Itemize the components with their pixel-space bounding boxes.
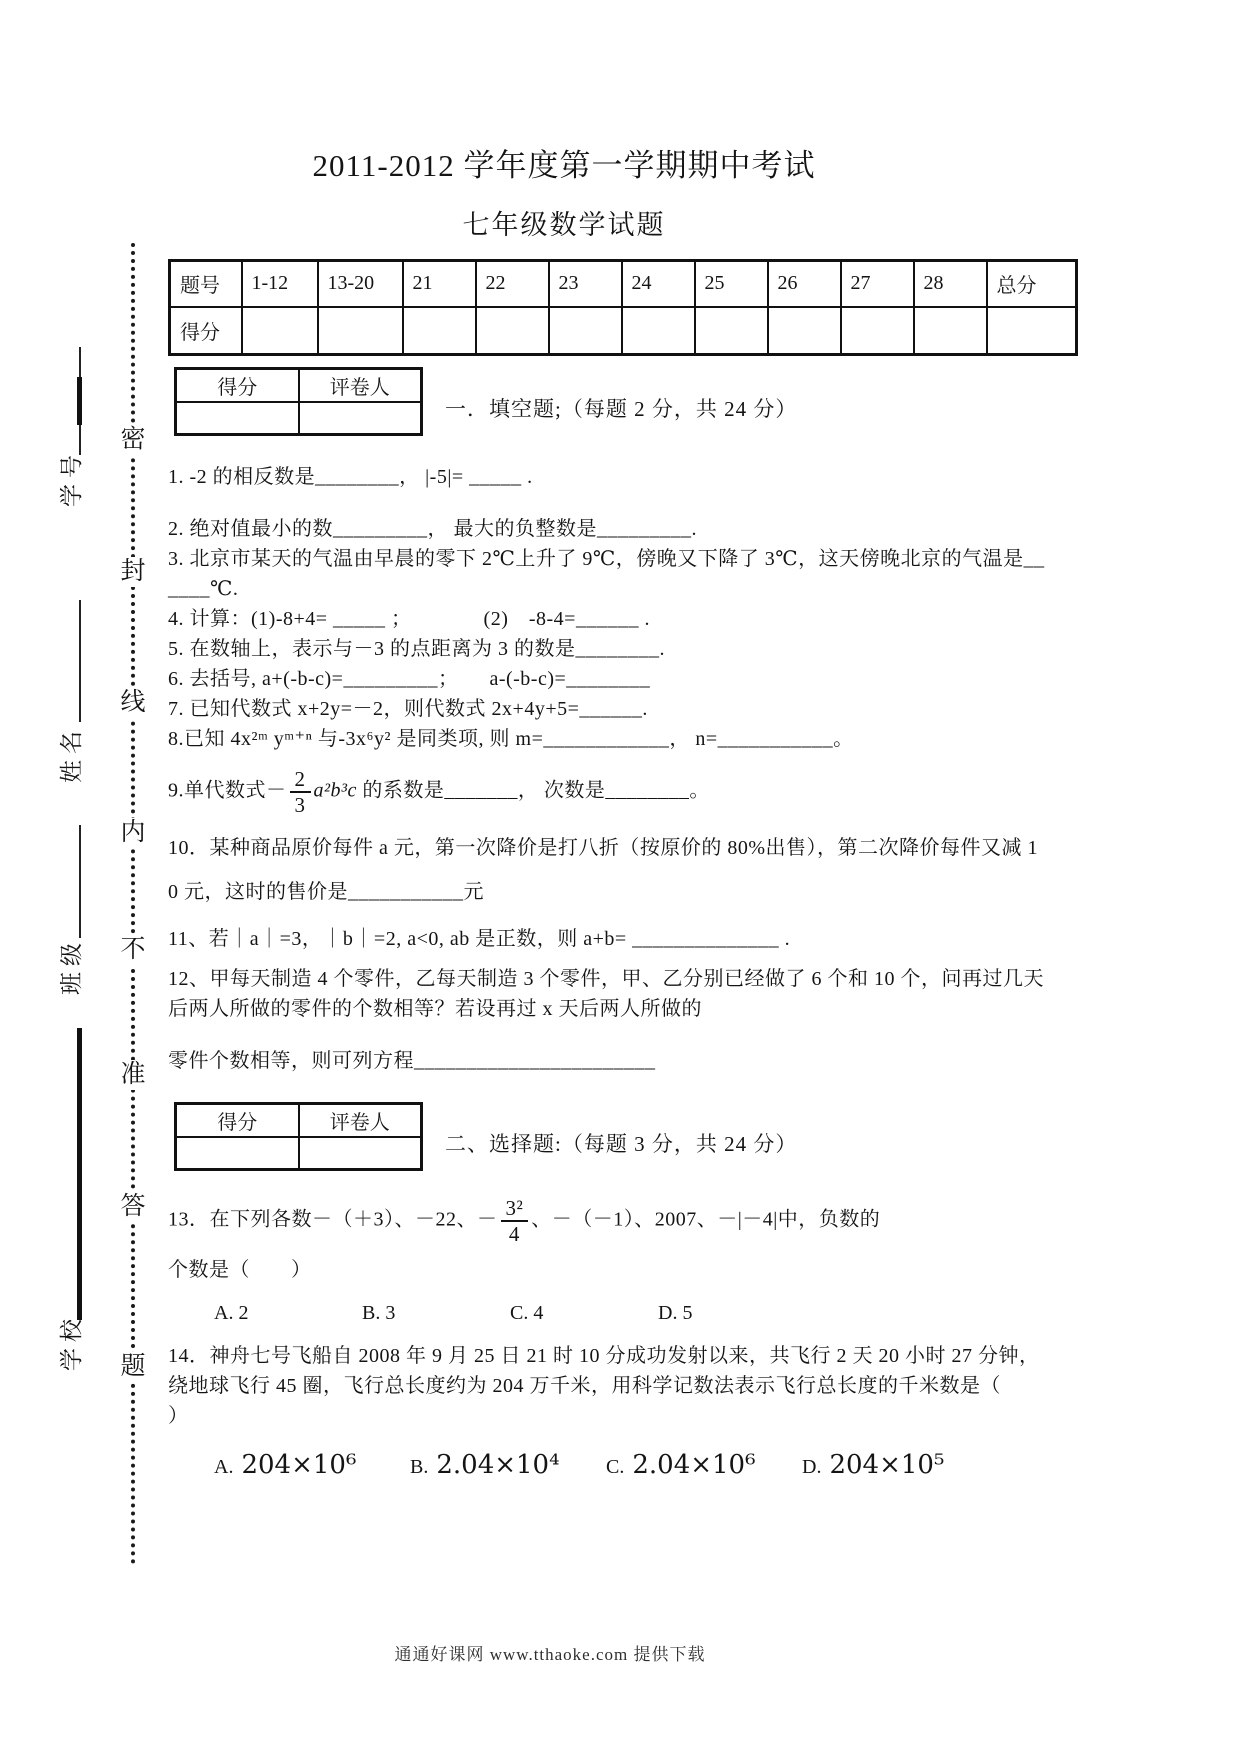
grader-box-grader-label: 评卷人 [299, 1104, 422, 1137]
seal-char: 封 [118, 557, 148, 587]
section1-header [168, 367, 1080, 436]
score-row-label: 得分 [170, 307, 242, 355]
score-table-col: 22 [476, 261, 549, 307]
option-value: 2.04×10⁴ [436, 1450, 560, 1481]
question-2: 2. 绝对值最小的数_________， 最大的负整数是_________. [168, 518, 697, 540]
footer-download-note: 通通好课网 www.tthaoke.com 提供下载 [394, 1645, 706, 1664]
option-label: D. [658, 1302, 678, 1325]
option-c [510, 1299, 658, 1327]
question-11: 11、若｜a｜=3，｜b｜=2, a<0, ab 是正数，则 a+b= ______________ . [168, 928, 791, 951]
option-b [410, 1451, 606, 1481]
option-value: 4 [533, 1302, 544, 1325]
question-13-line2: 个数是（ ） [168, 1259, 312, 1282]
grader-box-score-label: 得分 [176, 1104, 299, 1137]
score-cell [695, 307, 768, 355]
question-13-options [214, 1299, 1048, 1327]
grader-box [174, 1102, 423, 1171]
section2-title: 二、选择题:（每题 3 分，共 24 分） [445, 1132, 798, 1157]
option-label: D. [802, 1456, 822, 1479]
score-cell [914, 307, 987, 355]
question-7: 7. 已知代数式 x+2y=－2，则代数式 2x+4y+5=______. [168, 698, 648, 720]
field-label-name: 姓名 [59, 725, 84, 783]
grader-box-grader-label: 评卷人 [299, 369, 422, 402]
grader-box-grader-cell [299, 402, 422, 435]
question-8: 8.已知 4x²ᵐ yᵐ⁺ⁿ 与-3x⁶y² 是同类项, 则 m=____________， n=___________。 [168, 728, 854, 750]
score-table [168, 259, 1078, 356]
option-value: 204×10⁶ [241, 1450, 357, 1481]
section2-header [168, 1102, 1080, 1171]
fill-in-questions [168, 462, 1048, 1076]
field-underline-bold [77, 1028, 82, 1320]
q9-fraction [290, 768, 311, 816]
option-label: B. [362, 1302, 381, 1325]
seal-char: 题 [118, 1352, 148, 1382]
score-table-header-row [170, 261, 1077, 307]
q9-prefix: 9.单代数式－ [168, 779, 287, 802]
question-1: 1. ‐2 的相反数是________， |-5|= _____ . [168, 466, 533, 488]
option-label: C. [606, 1456, 625, 1479]
score-table-col: 1-12 [242, 261, 318, 307]
score-table-col: 13-20 [318, 261, 403, 307]
question-14-options [214, 1451, 1048, 1481]
q13-fraction-numerator: 3² [501, 1197, 529, 1222]
option-value: 204×10⁵ [829, 1450, 945, 1481]
score-table-score-row [170, 307, 1077, 355]
section1-title: 一．填空题;（每题 2 分，共 24 分） [445, 397, 798, 421]
question-4: 4. 计算：(1)-8+4= _____ ； (2) -8-4=______ . [168, 608, 650, 630]
q9-suffix: 的系数是_______， 次数是________。 [356, 779, 710, 802]
q13-prefix: 13．在下列各数－（＋3）、－22、－ [168, 1208, 498, 1231]
question-13 [168, 1197, 1048, 1245]
question-12-equation-line: 零件个数相等，则可列方程_______________________ [168, 1050, 656, 1073]
score-cell [318, 307, 403, 355]
score-cell [403, 307, 476, 355]
score-table-col: 总分 [987, 261, 1077, 307]
seal-char: 答 [118, 1192, 148, 1222]
score-cell [987, 307, 1077, 355]
score-cell [768, 307, 841, 355]
score-table-corner: 题号 [170, 261, 242, 307]
option-d [658, 1299, 806, 1327]
q13-fraction-denominator: 4 [508, 1222, 520, 1247]
score-cell [841, 307, 914, 355]
field-label-class: 班级 [59, 937, 84, 995]
grader-box-score-cell [176, 1137, 299, 1170]
seal-char: 内 [118, 818, 148, 848]
q9-monomial: a²b³c [313, 779, 357, 802]
field-underline-bold [77, 377, 82, 425]
score-table-col: 21 [403, 261, 476, 307]
q9-fraction-numerator: 2 [290, 768, 311, 793]
score-cell [622, 307, 695, 355]
field-underline [79, 600, 81, 722]
q9-fraction-denominator: 3 [294, 793, 306, 818]
question-12: 12、甲每天制造 4 个零件，乙每天制造 3 个零件，甲、乙分别已经做了 6 个和 10 个，问再过几天后两人所做的零件的个数相等？若设再过 x 天后两人所做的 [168, 968, 1044, 1021]
grader-box-score-label: 得分 [176, 369, 299, 402]
option-value: 5 [682, 1302, 693, 1325]
option-d [802, 1451, 998, 1481]
score-table-col: 28 [914, 261, 987, 307]
score-table-col: 26 [768, 261, 841, 307]
field-label-student-id: 学号 [59, 449, 84, 507]
question-10: 10．某种商品原价每件 a 元，第一次降价是打八折（按原价的 80%出售），第二次降价每件又减 10 元，这时的售价是___________元 [168, 837, 1039, 904]
seal-char: 准 [118, 1060, 148, 1090]
score-table-col: 24 [622, 261, 695, 307]
score-cell [549, 307, 622, 355]
seal-char: 不 [118, 935, 148, 965]
option-value: 3 [385, 1302, 396, 1325]
option-label: A. [214, 1302, 234, 1325]
option-label: B. [410, 1456, 429, 1479]
choice-questions [168, 1197, 1048, 1481]
grader-box-score-cell [176, 402, 299, 435]
question-3: 3. 北京市某天的气温由早晨的零下 2℃上升了 9℃，傍晚又下降了 3℃，这天傍晚北京的气温是______℃. [168, 548, 1045, 600]
option-a [214, 1451, 410, 1481]
field-underline [79, 825, 81, 938]
option-value: 2 [238, 1302, 249, 1325]
field-label-school: 学校 [59, 1313, 84, 1371]
option-c [606, 1451, 802, 1481]
exam-content [168, 140, 1080, 1481]
score-table-col: 27 [841, 261, 914, 307]
option-label: C. [510, 1302, 529, 1325]
score-table-col: 23 [549, 261, 622, 307]
exam-title: 2011-2012 学年度第一学期期中考试 [312, 148, 816, 183]
seal-char: 线 [118, 688, 148, 718]
question-6: 6. 去括号, a+(-b-c)=_________； a-(-b-c)=________ [168, 668, 651, 690]
grader-box-grader-cell [299, 1137, 422, 1170]
q13-fraction [501, 1197, 529, 1245]
score-table-col: 25 [695, 261, 768, 307]
option-b [362, 1299, 510, 1327]
grader-box [174, 367, 423, 436]
option-a [214, 1299, 362, 1327]
q13-suffix: 、－（－1）、2007、－|－4|中，负数的 [531, 1208, 881, 1231]
question-9 [168, 768, 1048, 816]
question-14: 14．神舟七号飞船自 2008 年 9 月 25 日 21 时 10 分成功发射以来，共飞行 2 天 20 小时 27 分钟，绕地球飞行 45 圈，飞行总长度约为 204 万千米，用科学记数法表示飞行总长度的千米数是（ ） [168, 1345, 1042, 1428]
score-cell [476, 307, 549, 355]
option-value: 2.04×10⁶ [632, 1450, 756, 1481]
seal-char: 密 [118, 425, 148, 455]
option-label: A. [214, 1456, 234, 1479]
question-5: 5. 在数轴上，表示与－3 的点距离为 3 的数是________. [168, 638, 665, 660]
score-cell [242, 307, 318, 355]
exam-subtitle: 七年级数学试题 [462, 210, 666, 240]
